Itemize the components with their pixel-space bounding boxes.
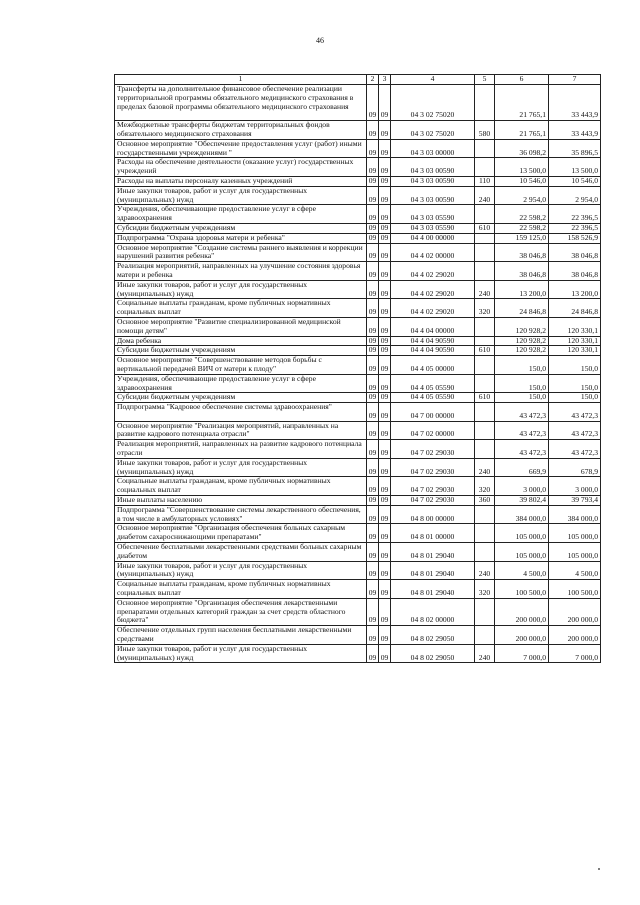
- row-year-2-cell: 120 330,1: [549, 346, 601, 356]
- row-target-article-cell: 04 4 04 90590: [391, 336, 475, 346]
- row-year-2-cell: 33 443,9: [549, 85, 601, 121]
- table-row: [115, 233, 601, 243]
- row-name-cell: Подпрограмма "Кадровое обеспечение системы здравоохранения": [115, 403, 367, 422]
- row-section-cell: 09: [367, 458, 379, 477]
- row-year-1-cell: 105 000,0: [495, 524, 549, 543]
- row-name-cell: Межбюджетные трансферты бюджетам территориальных фондов обязательного медицинского страхования: [115, 121, 367, 140]
- table-row: [115, 598, 601, 625]
- row-expense-type-cell: [475, 374, 495, 393]
- row-section-cell: 09: [367, 336, 379, 346]
- row-year-2-cell: 150,0: [549, 393, 601, 403]
- row-year-2-cell: 4 500,0: [549, 561, 601, 580]
- row-year-1-cell: 21 765,1: [495, 85, 549, 121]
- header-cell-year-2: 7: [549, 75, 601, 85]
- row-name-cell: Иные закупки товаров, работ и услуг для государственных (муниципальных) нужд: [115, 458, 367, 477]
- row-year-2-cell: 7 000,0: [549, 644, 601, 663]
- row-year-2-cell: 120 330,1: [549, 317, 601, 336]
- row-section-cell: 09: [367, 346, 379, 356]
- row-section-cell: 09: [367, 262, 379, 281]
- row-subsection-cell: 09: [379, 176, 391, 186]
- row-subsection-cell: 09: [379, 421, 391, 440]
- row-target-article-cell: 04 8 00 00000: [391, 505, 475, 524]
- row-year-1-cell: 159 125,0: [495, 233, 549, 243]
- row-year-2-cell: 3 000,0: [549, 477, 601, 496]
- row-name-cell: Социальные выплаты гражданам, кроме публичных нормативных социальных выплат: [115, 477, 367, 496]
- row-subsection-cell: 09: [379, 336, 391, 346]
- row-year-1-cell: 120 928,2: [495, 317, 549, 336]
- row-target-article-cell: 04 4 02 29020: [391, 280, 475, 299]
- row-name-cell: Реализация мероприятий, направленных на улучшение состояния здоровья матери и ребенка: [115, 262, 367, 281]
- row-year-2-cell: 158 526,9: [549, 233, 601, 243]
- row-subsection-cell: 09: [379, 505, 391, 524]
- row-section-cell: 09: [367, 356, 379, 375]
- row-target-article-cell: 04 3 03 00590: [391, 176, 475, 186]
- table-row: [115, 243, 601, 262]
- row-section-cell: 09: [367, 176, 379, 186]
- row-year-1-cell: 4 500,0: [495, 561, 549, 580]
- row-target-article-cell: 04 8 01 00000: [391, 524, 475, 543]
- row-year-1-cell: 10 546,0: [495, 176, 549, 186]
- row-year-1-cell: 384 000,0: [495, 505, 549, 524]
- row-subsection-cell: 09: [379, 440, 391, 459]
- row-section-cell: 09: [367, 223, 379, 233]
- row-subsection-cell: 09: [379, 598, 391, 625]
- row-expense-type-cell: 320: [475, 580, 495, 599]
- row-target-article-cell: 04 3 03 00000: [391, 139, 475, 158]
- table-row: [115, 346, 601, 356]
- row-year-1-cell: 39 802,4: [495, 496, 549, 506]
- table-row: [115, 139, 601, 158]
- row-year-1-cell: 43 472,3: [495, 440, 549, 459]
- row-subsection-cell: 09: [379, 403, 391, 422]
- row-name-cell: Иные закупки товаров, работ и услуг для государственных (муниципальных) нужд: [115, 561, 367, 580]
- row-section-cell: 09: [367, 626, 379, 645]
- table-row: [115, 186, 601, 205]
- header-cell-section: 2: [367, 75, 379, 85]
- row-name-cell: Основное мероприятие "Организация обеспечения больных сахарным диабетом сахароснижающими препаратами": [115, 524, 367, 543]
- table-row: [115, 561, 601, 580]
- row-target-article-cell: 04 4 05 05590: [391, 393, 475, 403]
- row-expense-type-cell: [475, 598, 495, 625]
- header-cell-target-article: 4: [391, 75, 475, 85]
- row-subsection-cell: 09: [379, 139, 391, 158]
- row-year-2-cell: 100 500,0: [549, 580, 601, 599]
- row-name-cell: Обеспечение бесплатными лекарственными средствами больных сахарным диабетом: [115, 543, 367, 562]
- row-name-cell: Иные закупки товаров, работ и услуг для государственных (муниципальных) нужд: [115, 280, 367, 299]
- row-target-article-cell: 04 7 02 29030: [391, 458, 475, 477]
- row-expense-type-cell: 610: [475, 346, 495, 356]
- row-subsection-cell: 09: [379, 477, 391, 496]
- row-year-2-cell: 2 954,0: [549, 186, 601, 205]
- table-row: [115, 356, 601, 375]
- row-year-2-cell: 384 000,0: [549, 505, 601, 524]
- row-name-cell: Расходы на обеспечение деятельности (оказание услуг) государственных учреждений: [115, 158, 367, 177]
- row-year-2-cell: 678,9: [549, 458, 601, 477]
- row-target-article-cell: 04 8 01 29040: [391, 543, 475, 562]
- row-year-1-cell: 38 046,8: [495, 262, 549, 281]
- table-row: [115, 421, 601, 440]
- row-year-2-cell: 43 472,3: [549, 421, 601, 440]
- row-section-cell: 09: [367, 496, 379, 506]
- row-section-cell: 09: [367, 543, 379, 562]
- row-name-cell: Реализация мероприятий, направленных на развитие кадрового потенциала отрасли: [115, 440, 367, 459]
- row-expense-type-cell: 110: [475, 176, 495, 186]
- row-section-cell: 09: [367, 158, 379, 177]
- row-name-cell: Иные закупки товаров, работ и услуг для государственных (муниципальных) нужд: [115, 186, 367, 205]
- row-subsection-cell: 09: [379, 356, 391, 375]
- row-target-article-cell: 04 3 02 75020: [391, 85, 475, 121]
- row-section-cell: 09: [367, 121, 379, 140]
- row-expense-type-cell: 320: [475, 299, 495, 318]
- row-year-2-cell: 10 546,0: [549, 176, 601, 186]
- table-row: [115, 262, 601, 281]
- row-name-cell: Иные выплаты населению: [115, 496, 367, 506]
- row-expense-type-cell: [475, 233, 495, 243]
- row-expense-type-cell: [475, 403, 495, 422]
- scan-speck: [598, 868, 600, 870]
- row-section-cell: 09: [367, 644, 379, 663]
- table-row: [115, 336, 601, 346]
- row-subsection-cell: 09: [379, 299, 391, 318]
- row-expense-type-cell: [475, 243, 495, 262]
- table-row: [115, 440, 601, 459]
- row-year-1-cell: 150,0: [495, 356, 549, 375]
- row-subsection-cell: 09: [379, 233, 391, 243]
- row-year-1-cell: 150,0: [495, 393, 549, 403]
- row-year-2-cell: 150,0: [549, 374, 601, 393]
- row-year-2-cell: 22 396,5: [549, 223, 601, 233]
- row-year-1-cell: 100 500,0: [495, 580, 549, 599]
- row-expense-type-cell: [475, 626, 495, 645]
- row-target-article-cell: 04 3 03 00590: [391, 158, 475, 177]
- row-year-1-cell: 36 098,2: [495, 139, 549, 158]
- header-cell-year-1: 6: [495, 75, 549, 85]
- row-section-cell: 09: [367, 85, 379, 121]
- table-row: [115, 158, 601, 177]
- row-expense-type-cell: [475, 85, 495, 121]
- table-body: [115, 85, 601, 663]
- table-row: [115, 403, 601, 422]
- row-expense-type-cell: 610: [475, 223, 495, 233]
- header-cell-name: 1: [115, 75, 367, 85]
- row-target-article-cell: 04 3 02 75020: [391, 121, 475, 140]
- row-name-cell: Основное мероприятие "Совершенствование методов борьбы с вертикальной передачей ВИЧ от матери к плоду": [115, 356, 367, 375]
- row-target-article-cell: 04 7 00 00000: [391, 403, 475, 422]
- table-row: [115, 477, 601, 496]
- row-name-cell: Субсидии бюджетным учреждениям: [115, 393, 367, 403]
- row-target-article-cell: 04 4 02 29020: [391, 299, 475, 318]
- row-expense-type-cell: [475, 158, 495, 177]
- row-name-cell: Трансферты на дополнительное финансовое обеспечение реализации территориальной программы обязательного медицинского страхования в пределах базовой программы обязательного медицинского страхования: [115, 85, 367, 121]
- row-name-cell: Основное мероприятие "Реализация мероприятий, направленных на развитие кадрового потенциала отрасли": [115, 421, 367, 440]
- row-target-article-cell: 04 3 03 05590: [391, 205, 475, 224]
- table-row: [115, 280, 601, 299]
- row-year-1-cell: 7 000,0: [495, 644, 549, 663]
- row-expense-type-cell: 580: [475, 121, 495, 140]
- row-target-article-cell: 04 4 02 00000: [391, 243, 475, 262]
- row-section-cell: 09: [367, 524, 379, 543]
- table-row: [115, 496, 601, 506]
- row-year-1-cell: 669,9: [495, 458, 549, 477]
- row-year-1-cell: 120 928,2: [495, 346, 549, 356]
- header-cell-subsection: 3: [379, 75, 391, 85]
- row-section-cell: 09: [367, 580, 379, 599]
- row-year-1-cell: 38 046,8: [495, 243, 549, 262]
- row-expense-type-cell: 240: [475, 280, 495, 299]
- row-subsection-cell: 09: [379, 543, 391, 562]
- row-subsection-cell: 09: [379, 85, 391, 121]
- row-name-cell: Подпрограмма "Совершенствование системы лекарственного обеспечения, в том числе в амбулаторных условиях": [115, 505, 367, 524]
- row-section-cell: 09: [367, 421, 379, 440]
- row-year-1-cell: 13 500,0: [495, 158, 549, 177]
- row-subsection-cell: 09: [379, 243, 391, 262]
- row-expense-type-cell: 240: [475, 186, 495, 205]
- table-row: [115, 121, 601, 140]
- row-section-cell: 09: [367, 186, 379, 205]
- row-section-cell: 09: [367, 205, 379, 224]
- row-expense-type-cell: [475, 543, 495, 562]
- row-expense-type-cell: 610: [475, 393, 495, 403]
- row-name-cell: Социальные выплаты гражданам, кроме публичных нормативных социальных выплат: [115, 299, 367, 318]
- row-year-2-cell: 105 000,0: [549, 524, 601, 543]
- row-target-article-cell: 04 8 01 29040: [391, 561, 475, 580]
- row-section-cell: 09: [367, 280, 379, 299]
- row-name-cell: Учреждения, обеспечивающие предоставление услуг в сфере здравоохранения: [115, 205, 367, 224]
- row-year-1-cell: 105 000,0: [495, 543, 549, 562]
- row-section-cell: 09: [367, 403, 379, 422]
- row-year-2-cell: 13 200,0: [549, 280, 601, 299]
- row-year-2-cell: 24 846,8: [549, 299, 601, 318]
- row-name-cell: Иные закупки товаров, работ и услуг для государственных (муниципальных) нужд: [115, 644, 367, 663]
- row-section-cell: 09: [367, 233, 379, 243]
- row-year-2-cell: 150,0: [549, 356, 601, 375]
- row-subsection-cell: 09: [379, 186, 391, 205]
- row-year-2-cell: 33 443,9: [549, 121, 601, 140]
- row-name-cell: Социальные выплаты гражданам, кроме публичных нормативных социальных выплат: [115, 580, 367, 599]
- row-expense-type-cell: [475, 262, 495, 281]
- row-target-article-cell: 04 4 05 05590: [391, 374, 475, 393]
- row-section-cell: 09: [367, 393, 379, 403]
- row-subsection-cell: 09: [379, 524, 391, 543]
- row-expense-type-cell: [475, 505, 495, 524]
- table-row: [115, 176, 601, 186]
- table-row: [115, 644, 601, 663]
- row-year-1-cell: 22 598,2: [495, 205, 549, 224]
- row-year-1-cell: 200 000,0: [495, 626, 549, 645]
- row-target-article-cell: 04 8 01 29040: [391, 580, 475, 599]
- row-name-cell: Основное мероприятие "Развитие специализированной медицинской помощи детям": [115, 317, 367, 336]
- row-subsection-cell: 09: [379, 393, 391, 403]
- row-expense-type-cell: [475, 440, 495, 459]
- row-year-1-cell: 150,0: [495, 374, 549, 393]
- page-number: 46: [316, 36, 324, 45]
- table-row: [115, 374, 601, 393]
- row-expense-type-cell: [475, 139, 495, 158]
- row-target-article-cell: 04 4 00 00000: [391, 233, 475, 243]
- row-subsection-cell: 09: [379, 561, 391, 580]
- row-target-article-cell: 04 4 05 00000: [391, 356, 475, 375]
- table-row: [115, 317, 601, 336]
- row-year-2-cell: 43 472,3: [549, 403, 601, 422]
- row-subsection-cell: 09: [379, 121, 391, 140]
- row-year-1-cell: 3 000,0: [495, 477, 549, 496]
- row-name-cell: Основное мероприятие "Обеспечение предоставления услуг (работ) иными государственными учреждениями ": [115, 139, 367, 158]
- row-target-article-cell: 04 7 02 29030: [391, 496, 475, 506]
- row-expense-type-cell: [475, 336, 495, 346]
- row-name-cell: Подпрограмма "Охрана здоровья матери и ребенка": [115, 233, 367, 243]
- row-year-2-cell: 13 500,0: [549, 158, 601, 177]
- header-row: [115, 75, 601, 85]
- row-expense-type-cell: 240: [475, 561, 495, 580]
- row-year-1-cell: 200 000,0: [495, 598, 549, 625]
- row-section-cell: 09: [367, 440, 379, 459]
- row-year-2-cell: 105 000,0: [549, 543, 601, 562]
- row-section-cell: 09: [367, 374, 379, 393]
- table-row: [115, 205, 601, 224]
- row-section-cell: 09: [367, 477, 379, 496]
- row-subsection-cell: 09: [379, 580, 391, 599]
- row-year-1-cell: 13 200,0: [495, 280, 549, 299]
- row-expense-type-cell: [475, 524, 495, 543]
- row-name-cell: Субсидии бюджетным учреждениям: [115, 346, 367, 356]
- row-year-2-cell: 200 000,0: [549, 626, 601, 645]
- row-name-cell: Учреждения, обеспечивающие предоставление услуг в сфере здравоохранения: [115, 374, 367, 393]
- row-expense-type-cell: [475, 421, 495, 440]
- row-name-cell: Субсидии бюджетным учреждениям: [115, 223, 367, 233]
- row-target-article-cell: 04 3 03 00590: [391, 186, 475, 205]
- table-row: [115, 524, 601, 543]
- row-year-2-cell: 120 330,1: [549, 336, 601, 346]
- row-subsection-cell: 09: [379, 223, 391, 233]
- row-target-article-cell: 04 7 02 29030: [391, 440, 475, 459]
- row-expense-type-cell: 240: [475, 458, 495, 477]
- table-row: [115, 505, 601, 524]
- row-subsection-cell: 09: [379, 158, 391, 177]
- row-year-2-cell: 43 472,3: [549, 440, 601, 459]
- row-year-2-cell: 38 046,8: [549, 262, 601, 281]
- row-year-1-cell: 2 954,0: [495, 186, 549, 205]
- row-subsection-cell: 09: [379, 626, 391, 645]
- table-row: [115, 85, 601, 121]
- row-subsection-cell: 09: [379, 280, 391, 299]
- row-expense-type-cell: [475, 356, 495, 375]
- row-target-article-cell: 04 4 02 29020: [391, 262, 475, 281]
- row-subsection-cell: 09: [379, 262, 391, 281]
- row-year-2-cell: 38 046,8: [549, 243, 601, 262]
- row-year-2-cell: 200 000,0: [549, 598, 601, 625]
- row-expense-type-cell: [475, 317, 495, 336]
- row-year-1-cell: 120 928,2: [495, 336, 549, 346]
- row-name-cell: Основное мероприятие "Создание системы раннего выявления и коррекции нарушений развития ребенка": [115, 243, 367, 262]
- row-target-article-cell: 04 4 04 90590: [391, 346, 475, 356]
- row-year-1-cell: 24 846,8: [495, 299, 549, 318]
- row-subsection-cell: 09: [379, 374, 391, 393]
- row-name-cell: Дома ребенка: [115, 336, 367, 346]
- budget-table: [114, 74, 601, 663]
- table-row: [115, 458, 601, 477]
- row-year-2-cell: 39 793,4: [549, 496, 601, 506]
- row-expense-type-cell: [475, 205, 495, 224]
- row-section-cell: 09: [367, 139, 379, 158]
- row-year-1-cell: 22 598,2: [495, 223, 549, 233]
- row-subsection-cell: 09: [379, 644, 391, 663]
- row-section-cell: 09: [367, 317, 379, 336]
- row-expense-type-cell: 320: [475, 477, 495, 496]
- row-target-article-cell: 04 7 02 00000: [391, 421, 475, 440]
- table-row: [115, 580, 601, 599]
- row-subsection-cell: 09: [379, 317, 391, 336]
- table-row: [115, 543, 601, 562]
- row-target-article-cell: 04 8 02 00000: [391, 598, 475, 625]
- row-section-cell: 09: [367, 561, 379, 580]
- row-section-cell: 09: [367, 299, 379, 318]
- table-row: [115, 626, 601, 645]
- row-name-cell: Обеспечение отдельных групп населения бесплатными лекарственными средствами: [115, 626, 367, 645]
- row-subsection-cell: 09: [379, 346, 391, 356]
- header-cell-expense-type: 5: [475, 75, 495, 85]
- row-subsection-cell: 09: [379, 496, 391, 506]
- table-row: [115, 223, 601, 233]
- row-expense-type-cell: 240: [475, 644, 495, 663]
- row-target-article-cell: 04 4 04 00000: [391, 317, 475, 336]
- row-year-2-cell: 22 396,5: [549, 205, 601, 224]
- row-subsection-cell: 09: [379, 205, 391, 224]
- row-name-cell: Основное мероприятие "Организация обеспечения лекарственными препаратами отдельных категорий граждан за счет средств областного бюджета": [115, 598, 367, 625]
- row-year-1-cell: 21 765,1: [495, 121, 549, 140]
- row-expense-type-cell: 360: [475, 496, 495, 506]
- row-target-article-cell: 04 7 02 29030: [391, 477, 475, 496]
- row-year-2-cell: 35 896,5: [549, 139, 601, 158]
- row-subsection-cell: 09: [379, 458, 391, 477]
- row-section-cell: 09: [367, 598, 379, 625]
- row-target-article-cell: 04 8 02 29050: [391, 626, 475, 645]
- table-row: [115, 393, 601, 403]
- row-target-article-cell: 04 8 02 29050: [391, 644, 475, 663]
- row-year-1-cell: 43 472,3: [495, 403, 549, 422]
- row-target-article-cell: 04 3 03 05590: [391, 223, 475, 233]
- row-section-cell: 09: [367, 243, 379, 262]
- row-section-cell: 09: [367, 505, 379, 524]
- row-year-1-cell: 43 472,3: [495, 421, 549, 440]
- table-row: [115, 299, 601, 318]
- row-name-cell: Расходы на выплаты персоналу казенных учреждений: [115, 176, 367, 186]
